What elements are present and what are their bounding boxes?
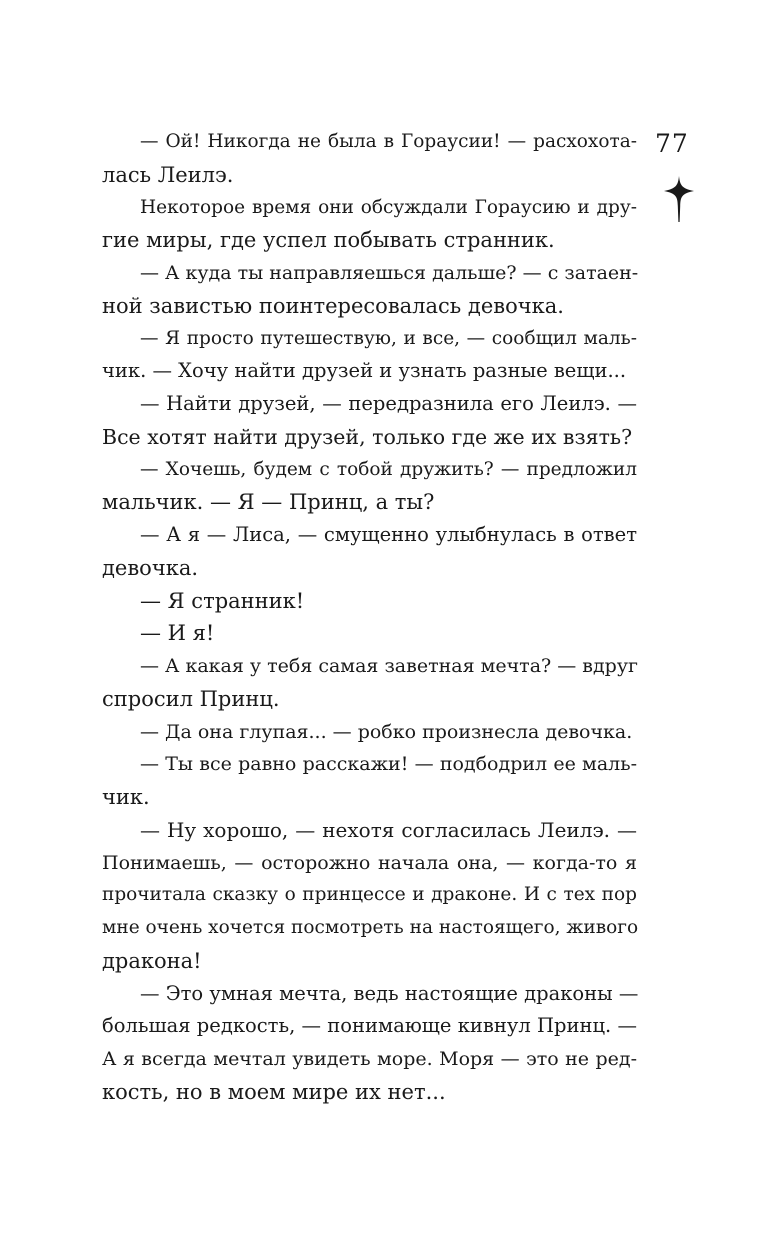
text-line: Все хотят найти друзей, только где же их взять? xyxy=(102,424,633,449)
text-line: — А я — Лиса, — смущенно улыбнулась в ответ xyxy=(140,523,637,546)
text-line: чик. — Хочу найти друзей и узнать разные вещи... xyxy=(102,359,627,383)
page-number: 77 xyxy=(655,129,689,158)
text-line: дракона! xyxy=(102,948,202,973)
text-line: — Да она глупая... — робко произнесла девочка. xyxy=(140,720,633,743)
text-line: — Найти друзей, — передразнила его Леилэ. — xyxy=(140,392,637,415)
text-line: прочитала сказку о принцессе и драконе. И с тех пор xyxy=(102,884,637,906)
text-line: Некоторое время они обсуждали Гораусию и дру- xyxy=(140,196,637,218)
text-line: большая редкость, — понимающе кивнул Принц. — xyxy=(102,1014,637,1038)
text-line: ной завистью поинтересовалась девочка. xyxy=(102,293,564,318)
text-line: А я всегда мечтал увидеть море. Моря — это не ред- xyxy=(102,1048,637,1070)
text-line: кость, но в моем мире их нет... xyxy=(102,1079,446,1104)
text-line: — И я! xyxy=(140,621,215,646)
text-line: девочка. xyxy=(102,555,199,580)
text-line: мне очень хочется посмотреть на настоящего, живого xyxy=(102,917,639,938)
text-line: Понимаешь, — осторожно начала она, — когда-то я xyxy=(102,851,637,874)
text-line: — А куда ты направляешься дальше? — с затаен- xyxy=(140,262,639,284)
text-line: лась Леилэ. xyxy=(102,162,234,187)
text-line: спросил Принц. xyxy=(102,686,280,711)
text-line: — Это умная мечта, ведь настоящие драконы — xyxy=(140,981,639,1005)
text-line: — Ой! Никогда не была в Гораусии! — расхохота- xyxy=(140,131,637,152)
star-ornament-icon xyxy=(664,176,694,222)
text-line: — Хочешь, будем с тобой дружить? — предложил xyxy=(140,458,637,480)
text-line: — Я просто путешествую, и все, — сообщил маль- xyxy=(140,327,637,349)
text-line: чик. xyxy=(102,785,150,809)
text-line: — А какая у тебя самая заветная мечта? — вдруг xyxy=(140,655,638,677)
text-line: гие миры, где успел побывать странник. xyxy=(102,228,555,253)
body-text xyxy=(102,126,637,1109)
text-line: — Ну хорошо, — нехотя согласилась Леилэ. — xyxy=(140,817,637,842)
text-line: мальчик. — Я — Принц, а ты? xyxy=(102,490,435,515)
text-line: — Я странник! xyxy=(140,588,305,613)
text-line: — Ты все равно расскажи! — подбодрил ее маль- xyxy=(140,753,637,776)
